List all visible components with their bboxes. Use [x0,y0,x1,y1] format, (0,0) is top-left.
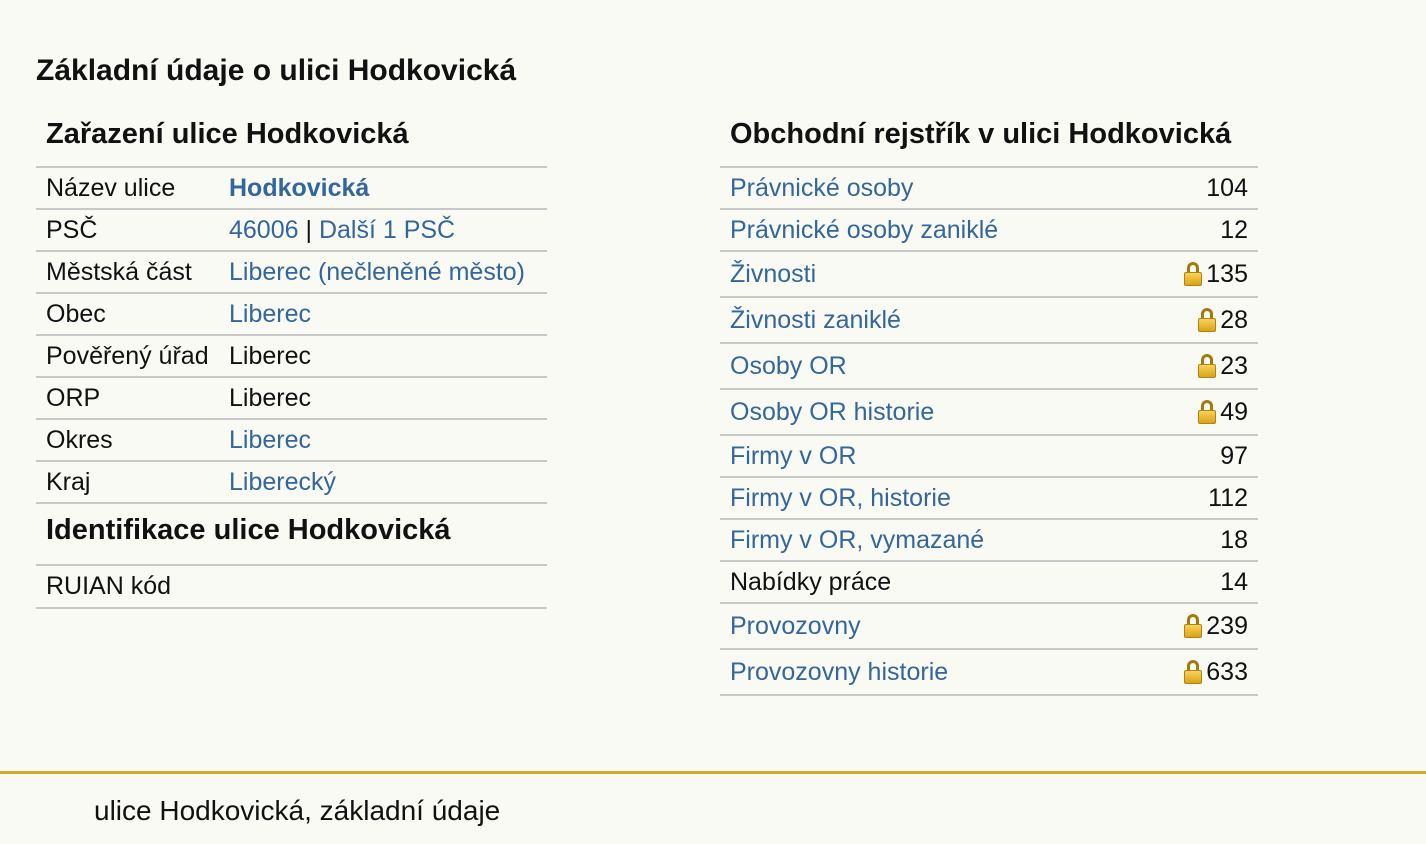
row-label-obec: Obec [36,293,219,335]
identifikace-heading: Identifikace ulice Hodkovická [36,504,547,566]
rejstrik-count: 49 [1220,397,1248,426]
rejstrik-label[interactable]: Osoby OR historie [730,397,935,426]
rejstrik-label[interactable]: Provozovny [730,611,861,640]
table-row [720,603,1258,649]
mestska-cast-link[interactable]: Liberec (nečleněné město) [229,257,525,286]
table-row [36,209,547,251]
lock-icon [1184,614,1202,638]
row-label-povereny-urad: Pověřený úřad [36,335,219,377]
table-row [720,343,1258,389]
rejstrik-label[interactable]: Firmy v OR, vymazané [730,525,985,554]
table-row [36,566,547,608]
rejstrik-label[interactable]: Právnické osoby [730,173,914,202]
lock-icon [1198,354,1216,378]
rejstrik-count: 97 [1220,441,1248,470]
rejstrik-label[interactable]: Osoby OR [730,351,847,380]
zarazeni-table [36,168,547,504]
rejstrik-count: 135 [1206,259,1248,288]
rejstrik-label[interactable]: Firmy v OR [730,441,857,470]
footer-divider [0,771,1426,774]
psc-link[interactable]: 46006 [229,215,299,244]
rejstrik-count: 12 [1220,215,1248,244]
rejstrik-label[interactable]: Živnosti [730,259,817,288]
identifikace-table [36,566,547,609]
table-row [36,461,547,503]
row-label-ruian: RUIAN kód [36,566,219,608]
table-row [720,389,1258,435]
table-row [720,209,1258,251]
okres-link[interactable]: Liberec [229,425,311,454]
lock-icon [1198,308,1216,332]
table-row [720,561,1258,603]
row-label-mestska-cast: Městská část [36,251,219,293]
lock-icon [1184,262,1202,286]
lock-icon [1184,660,1202,684]
rejstrik-count: 239 [1206,611,1248,640]
row-label-okres: Okres [36,419,219,461]
page-title: Základní údaje o ulici Hodkovická [36,54,517,87]
street-name-link[interactable]: Hodkovická [229,173,370,202]
street-info-panel [36,112,547,609]
orp-value: Liberec [219,377,547,419]
rejstrik-count: 104 [1206,173,1248,202]
table-row [720,435,1258,477]
rejstrik-count: 23 [1220,351,1248,380]
lock-icon [1198,400,1216,424]
row-label-nazev: Název ulice [36,168,219,209]
zarazeni-heading: Zařazení ulice Hodkovická [36,112,547,168]
rejstrik-table [720,168,1258,696]
row-label-kraj: Kraj [36,461,219,503]
rejstrik-heading: Obchodní rejstřík v ulici Hodkovická [720,112,1258,168]
rejstrik-label: Nabídky práce [730,567,892,596]
obec-link[interactable]: Liberec [229,299,311,328]
table-row [720,477,1258,519]
table-row [36,335,547,377]
rejstrik-count: 112 [1208,483,1248,512]
table-row [720,251,1258,297]
table-row [36,168,547,209]
table-row [720,297,1258,343]
table-row [720,168,1258,209]
rejstrik-label[interactable]: Firmy v OR, historie [730,483,951,512]
row-label-psc: PSČ [36,209,219,251]
rejstrik-label[interactable]: Živnosti zaniklé [730,305,901,334]
table-row [720,519,1258,561]
povereny-urad-value: Liberec [219,335,547,377]
table-row [36,293,547,335]
table-row [720,649,1258,695]
rejstrik-count: 14 [1220,567,1248,596]
psc-separator: | [305,215,312,244]
rejstrik-label[interactable]: Právnické osoby zaniklé [730,215,999,244]
rejstrik-label[interactable]: Provozovny historie [730,657,949,686]
table-row [36,251,547,293]
rejstrik-count: 633 [1206,657,1248,686]
more-psc-link[interactable]: Další 1 PSČ [318,215,456,244]
kraj-link[interactable]: Liberecký [229,467,336,496]
business-register-panel [720,112,1258,696]
rejstrik-count: 18 [1220,525,1248,554]
table-row [36,377,547,419]
row-label-orp: ORP [36,377,219,419]
ruian-value [219,566,547,608]
footer-text: ulice Hodkovická, základní údaje [94,795,501,826]
table-row [36,419,547,461]
rejstrik-count: 28 [1220,305,1248,334]
